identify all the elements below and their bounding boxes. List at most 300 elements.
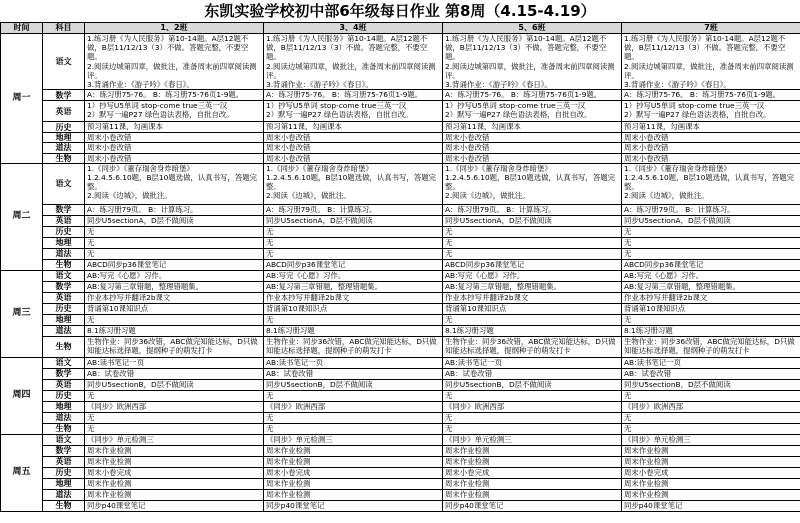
subject-cell: 道法 [43, 489, 85, 500]
table-body [1, 34, 800, 512]
homework-line: 同步U5sectionA，D层不做阅读 [266, 215, 373, 225]
table-row [1, 325, 800, 336]
homework-line: 1.《同步》《董存瑞舍身炸暗堡》 [445, 163, 552, 173]
homework-line: 周末小卷改错 [266, 143, 311, 153]
homework-line: AB：试卷改错 [87, 368, 135, 378]
homework-cell [264, 90, 443, 101]
table-row [1, 445, 800, 456]
homework-line: 周末小卷改错 [266, 133, 311, 143]
homework-cell [443, 270, 622, 281]
homework-cell [264, 456, 443, 467]
homework-line: 1.2.4.5.6.10题，B层10题选做，认真书写，答题完整。 [87, 173, 257, 192]
homework-cell [443, 456, 622, 467]
homework-cell [443, 259, 622, 270]
homework-cell [622, 153, 800, 163]
homework-cell [85, 215, 264, 226]
subject-cell: 数学 [43, 445, 85, 456]
homework-line: 1.练习册《为人民服务》第10-14题。A层12题不做，B层11/12/13（3）不做。答题完整，不要空题。 [266, 34, 428, 62]
homework-line: 3.背诵作业：《游子吟》《春日》。 [624, 80, 731, 90]
homework-line: 周末作业检测 [266, 445, 311, 455]
homework-line: 1.练习册《为人民服务》第10-14题。A层12题不做，B层11/12/13（3）不做。答题完整，不要空题。 [624, 34, 786, 62]
homework-line: 2.阅读《边城》，做批注。 [624, 191, 709, 201]
homework-cell [622, 270, 800, 281]
homework-cell [622, 390, 800, 401]
table-row [1, 379, 800, 390]
homework-cell [85, 270, 264, 281]
header-cell: 科目 [43, 23, 85, 34]
table-row [1, 401, 800, 412]
homework-cell [443, 336, 622, 357]
homework-line: ABCD同步p36课堂笔记 [624, 259, 704, 269]
homework-cell [264, 325, 443, 336]
homework-cell [85, 500, 264, 511]
table-row [1, 101, 800, 122]
homework-line: 周末小卷完成 [87, 467, 132, 477]
homework-line: 1）抄写U5单词 stop-come true三英一汉 [624, 101, 765, 111]
homework-cell [264, 489, 443, 500]
homework-line: 1.《同步》《董存瑞舍身炸暗堡》 [266, 163, 373, 173]
homework-cell [443, 122, 622, 133]
homework-line: 周末小卷完成 [445, 467, 490, 477]
homework-cell [443, 434, 622, 445]
homework-cell [264, 467, 443, 478]
homework-line: A：练习册75-76。 B：练习册75-76页1-9题。 [445, 90, 602, 100]
homework-line: 《同步》单元检测三 [445, 434, 512, 444]
homework-line: 2.阅读边城第四章，做批注，准备周末前四章阅读测评。 [445, 61, 615, 80]
homework-line: 无 [87, 248, 95, 258]
homework-line: A：练习册75-76。 B：练习册75-76页1-9题。 [266, 90, 423, 100]
homework-cell [622, 122, 800, 133]
homework-cell [85, 423, 264, 434]
homework-line: 预习第11课，勾画课本 [624, 122, 700, 132]
table-row [1, 259, 800, 270]
homework-line: 周末小卷改错 [624, 153, 669, 163]
homework-cell [622, 101, 800, 122]
homework-cell [443, 379, 622, 390]
homework-line: 周末小卷改错 [266, 153, 311, 163]
homework-line: 周末小卷改错 [624, 143, 669, 153]
homework-cell [264, 390, 443, 401]
table-row [1, 303, 800, 314]
header-cell: 3、4班 [264, 23, 443, 34]
homework-line: 无 [87, 314, 95, 324]
homework-line: AB:读书笔记一页 [87, 357, 144, 367]
subject-cell: 英语 [43, 456, 85, 467]
homework-cell [85, 379, 264, 390]
homework-line: 同步U5sectionA，D层不做阅读 [624, 215, 731, 225]
homework-line: 8.1练习册习题 [87, 325, 136, 335]
homework-cell [85, 122, 264, 133]
subject-cell: 数学 [43, 204, 85, 215]
homework-line: 无 [624, 237, 632, 247]
homework-line: 无 [445, 423, 453, 433]
homework-line: 无 [266, 226, 274, 236]
homework-cell [443, 215, 622, 226]
homework-line: 生物作业：同步36改错，ABC做完知能达标，D只做知能达标选择题，提纲种子的萌发打卡 [445, 336, 616, 356]
header-cell: 1、2班 [85, 23, 264, 34]
homework-line: AB:复习第三章错题，整理错题集。 [445, 281, 562, 291]
homework-cell [622, 303, 800, 314]
header-row [1, 23, 800, 34]
homework-cell [264, 478, 443, 489]
homework-line: 《同步》欧洲西部 [87, 401, 147, 411]
homework-cell [443, 163, 622, 204]
homework-line: 1.《同步》《董存瑞舍身炸暗堡》 [624, 163, 731, 173]
homework-line: AB:复习第三章错题，整理错题集。 [87, 281, 204, 291]
subject-cell: 语文 [43, 163, 85, 204]
homework-cell [85, 357, 264, 368]
homework-line: 同步U5sectionA，D层不做阅读 [87, 215, 194, 225]
subject-cell: 数学 [43, 281, 85, 292]
table-row [1, 357, 800, 368]
homework-cell [264, 314, 443, 325]
homework-line: A：练习册79页。 B：计算练习。 [445, 204, 556, 214]
homework-cell [264, 368, 443, 379]
homework-cell [264, 34, 443, 90]
homework-cell [622, 292, 800, 303]
homework-line: 8.1练习册习题 [624, 325, 673, 335]
homework-line: 同步U5sectionB，D层不做阅读 [624, 379, 731, 389]
homework-line: 生物作业：同步36改错，ABC做完知能达标，D只做知能达标选择题，提纲种子的萌发打卡 [87, 336, 258, 356]
table-row [1, 215, 800, 226]
homework-line: 无 [445, 390, 453, 400]
homework-line: 《同步》欧洲西部 [266, 401, 326, 411]
day-cell: 周一 [1, 34, 43, 164]
homework-line: 无 [87, 390, 95, 400]
homework-cell [264, 153, 443, 163]
header-cell: 7班 [622, 23, 800, 34]
homework-cell [443, 101, 622, 122]
homework-cell [622, 325, 800, 336]
homework-cell [85, 101, 264, 122]
homework-line: 周末作业检测 [445, 456, 490, 466]
subject-cell: 地理 [43, 237, 85, 248]
homework-cell [85, 445, 264, 456]
homework-line: ABCD同步p36课堂笔记 [87, 259, 167, 269]
homework-line: 背诵第10课知识点 [445, 303, 507, 313]
homework-line: 周末作业检测 [624, 456, 669, 466]
subject-cell: 语文 [43, 270, 85, 281]
subject-cell: 地理 [43, 314, 85, 325]
table-row [1, 500, 800, 511]
homework-line: AB:复习第三章错题，整理错题集。 [624, 281, 741, 291]
subject-cell: 生物 [43, 259, 85, 270]
homework-line: 预习第11课，勾画课本 [445, 122, 521, 132]
day-cell: 周二 [1, 163, 43, 270]
homework-line: 周末作业检测 [87, 456, 132, 466]
homework-cell [85, 259, 264, 270]
table-row [1, 248, 800, 259]
homework-cell [622, 478, 800, 489]
homework-line: 作业本抄写并翻译2b课文 [266, 292, 350, 302]
table-row [1, 281, 800, 292]
homework-line: 1.练习册《为人民服务》第10-14题。A层12题不做，B层11/12/13（3）不做。答题完整，不要空题。 [87, 34, 249, 62]
header-cell: 5、6班 [443, 23, 622, 34]
homework-line: 2.阅读《边城》，做批注。 [445, 191, 530, 201]
homework-line: 周末作业检测 [624, 478, 669, 488]
subject-cell: 历史 [43, 303, 85, 314]
homework-cell [443, 281, 622, 292]
homework-cell [264, 303, 443, 314]
table-row [1, 314, 800, 325]
homework-line: 8.1练习册习题 [445, 325, 494, 335]
subject-cell: 历史 [43, 226, 85, 237]
homework-cell [264, 133, 443, 143]
subject-cell: 生物 [43, 423, 85, 434]
homework-cell [443, 445, 622, 456]
homework-line: AB:读书笔记一页 [266, 357, 323, 367]
subject-cell: 英语 [43, 101, 85, 122]
homework-line: 同步U5sectionA，D层不做阅读 [445, 215, 552, 225]
homework-cell [85, 434, 264, 445]
homework-cell [264, 204, 443, 215]
homework-cell [622, 90, 800, 101]
homework-cell [443, 153, 622, 163]
table-row [1, 423, 800, 434]
homework-line: 《同步》欧洲西部 [445, 401, 505, 411]
homework-line: 无 [624, 314, 632, 324]
homework-line: 无 [266, 423, 274, 433]
homework-cell [264, 237, 443, 248]
homework-cell [264, 434, 443, 445]
homework-line: AB：试卷改错 [624, 368, 672, 378]
homework-cell [85, 456, 264, 467]
subject-cell: 历史 [43, 390, 85, 401]
homework-cell [264, 101, 443, 122]
homework-line: A：练习册79页。 B：计算练习。 [624, 204, 735, 214]
homework-line: AB:写完《心愿》习作。 [266, 270, 346, 280]
homework-line: ABCD同步p36课堂笔记 [445, 259, 525, 269]
homework-line: 《同步》单元检测三 [624, 434, 691, 444]
homework-cell [443, 489, 622, 500]
homework-line: AB:写完《心愿》习作。 [445, 270, 525, 280]
homework-line: 预习第11课，勾画课本 [266, 122, 342, 132]
homework-cell [622, 163, 800, 204]
homework-cell [622, 215, 800, 226]
homework-line: 3.背诵作业：《游子吟》《春日》。 [445, 80, 552, 90]
subject-cell: 道法 [43, 143, 85, 153]
subject-cell: 语文 [43, 357, 85, 368]
homework-cell [264, 226, 443, 237]
homework-cell [264, 163, 443, 204]
homework-line: 无 [445, 226, 453, 236]
table-row [1, 489, 800, 500]
homework-cell [443, 500, 622, 511]
homework-line: 周末小卷改错 [445, 133, 490, 143]
homework-cell [443, 314, 622, 325]
homework-cell [443, 237, 622, 248]
homework-cell [85, 34, 264, 90]
homework-cell [443, 478, 622, 489]
homework-line: 2.阅读《边城》，做批注。 [87, 191, 172, 201]
homework-line: 无 [266, 237, 274, 247]
homework-line: AB：试卷改错 [266, 368, 314, 378]
homework-line: 无 [445, 314, 453, 324]
homework-cell [443, 390, 622, 401]
homework-line: 周末作业检测 [266, 489, 311, 499]
homework-line: A：练习册79页。 B：计算练习。 [87, 204, 198, 214]
homework-cell [443, 412, 622, 423]
table-row [1, 122, 800, 133]
homework-cell [622, 237, 800, 248]
day-cell: 周四 [1, 357, 43, 434]
homework-line: 1.2.4.5.6.10题，B层10题选做，认真书写，答题完整。 [445, 173, 615, 192]
table-row [1, 336, 800, 357]
homework-cell [443, 248, 622, 259]
homework-line: 作业本抄写并翻译2b课文 [445, 292, 529, 302]
homework-line: 2.阅读边城第四章，做批注，准备周末前四章阅读测评。 [87, 61, 257, 80]
subject-cell: 地理 [43, 133, 85, 143]
homework-line: 背诵第10课知识点 [266, 303, 328, 313]
homework-line: 3.背诵作业：《游子吟》《春日》。 [87, 80, 194, 90]
table-row [1, 478, 800, 489]
homework-line: 无 [266, 390, 274, 400]
table-row [1, 204, 800, 215]
homework-line: 周末作业检测 [266, 478, 311, 488]
homework-cell [85, 248, 264, 259]
homework-line: 背诵第10课知识点 [87, 303, 149, 313]
homework-cell [622, 379, 800, 390]
homework-cell [85, 163, 264, 204]
homework-line: 2）默写一遍P27 绿色语法表格，自批自改。 [266, 110, 413, 120]
homework-line: 无 [445, 412, 453, 422]
homework-cell [85, 226, 264, 237]
homework-cell [264, 215, 443, 226]
table-row [1, 270, 800, 281]
homework-line: 无 [87, 237, 95, 247]
homework-cell [85, 368, 264, 379]
homework-line: 周末作业检测 [266, 456, 311, 466]
table-row [1, 34, 800, 90]
homework-cell [622, 133, 800, 143]
homework-cell [85, 489, 264, 500]
homework-line: 2.阅读边城第四章，做批注，准备周末前四章阅读测评。 [624, 61, 794, 80]
homework-cell [443, 467, 622, 478]
subject-cell: 数学 [43, 368, 85, 379]
table-row [1, 163, 800, 204]
homework-line: 生物作业：同步36改错，ABC做完知能达标，D只做知能达标选择题，提纲种子的萌发打卡 [624, 336, 795, 356]
homework-cell [622, 423, 800, 434]
homework-line: 无 [445, 237, 453, 247]
table-row [1, 434, 800, 445]
homework-cell [622, 445, 800, 456]
homework-cell [622, 226, 800, 237]
homework-line: 1.2.4.5.6.10题，B层10题选做，认真书写，答题完整。 [266, 173, 436, 192]
homework-cell [622, 456, 800, 467]
homework-cell [264, 401, 443, 412]
page-title: 东凯实验学校初中部6年级每日作业 第8周（4.15-4.19） [204, 2, 596, 20]
homework-line: 同步U5sectionB，D层不做阅读 [266, 379, 373, 389]
homework-line: 3.背诵作业：《游子吟》《春日》。 [266, 80, 373, 90]
homework-cell [85, 314, 264, 325]
homework-line: 无 [624, 412, 632, 422]
homework-cell [443, 357, 622, 368]
homework-line: AB:复习第三章错题，整理错题集。 [266, 281, 383, 291]
homework-line: 周末作业检测 [445, 489, 490, 499]
homework-cell [622, 259, 800, 270]
homework-cell [85, 412, 264, 423]
homework-cell [622, 467, 800, 478]
homework-cell [443, 133, 622, 143]
homework-cell [443, 325, 622, 336]
homework-cell [622, 412, 800, 423]
homework-cell [85, 401, 264, 412]
homework-line: 无 [624, 248, 632, 258]
homework-cell [264, 357, 443, 368]
homework-line: A：练习册79页。 B：计算练习。 [266, 204, 377, 214]
homework-cell [443, 34, 622, 90]
homework-line: 2）默写一遍P27 绿色语法表格，自批自改。 [624, 110, 771, 120]
homework-line: 周末小卷改错 [445, 153, 490, 163]
homework-cell [264, 379, 443, 390]
homework-line: ABCD同步p36课堂笔记 [266, 259, 346, 269]
homework-cell [622, 434, 800, 445]
subject-cell: 语文 [43, 34, 85, 90]
homework-cell [443, 90, 622, 101]
table-row [1, 226, 800, 237]
homework-cell [85, 204, 264, 215]
homework-line: 同步p40课堂笔记 [87, 500, 146, 510]
homework-cell [85, 281, 264, 292]
subject-cell: 数学 [43, 90, 85, 101]
homework-line: 周末小卷改错 [87, 133, 132, 143]
subject-cell: 英语 [43, 215, 85, 226]
homework-line: 背诵第10课知识点 [624, 303, 686, 313]
homework-cell [85, 325, 264, 336]
homework-line: 2.阅读边城第四章，做批注，准备周末前四章阅读测评。 [266, 61, 436, 80]
subject-cell: 历史 [43, 122, 85, 133]
homework-cell [264, 292, 443, 303]
subject-cell: 英语 [43, 292, 85, 303]
table-row [1, 390, 800, 401]
homework-cell [622, 281, 800, 292]
homework-cell [443, 292, 622, 303]
homework-line: 1.2.4.5.6.10题，B层10题选做，认真书写，答题完整。 [624, 173, 794, 192]
homework-cell [443, 368, 622, 379]
table-row [1, 292, 800, 303]
homework-line: AB：试卷改错 [445, 368, 493, 378]
subject-cell: 道法 [43, 325, 85, 336]
homework-line: 周末作业检测 [87, 489, 132, 499]
day-cell: 周三 [1, 270, 43, 357]
homework-line: 周末作业检测 [445, 478, 490, 488]
homework-cell [85, 143, 264, 153]
homework-line: 《同步》欧洲西部 [624, 401, 684, 411]
homework-cell [85, 336, 264, 357]
homework-cell [264, 248, 443, 259]
homework-cell [622, 34, 800, 90]
homework-cell [443, 143, 622, 153]
homework-cell [443, 226, 622, 237]
homework-cell [85, 237, 264, 248]
homework-cell [85, 292, 264, 303]
homework-line: AB:写完《心愿》习作。 [87, 270, 167, 280]
homework-line: 周末小卷完成 [624, 467, 669, 477]
homework-line: 周末小卷改错 [87, 153, 132, 163]
homework-line: 无 [445, 248, 453, 258]
homework-line: 同步p40课堂笔记 [624, 500, 683, 510]
homework-line: 无 [87, 423, 95, 433]
homework-line: 无 [87, 226, 95, 236]
homework-line: 同步p40课堂笔记 [266, 500, 325, 510]
homework-line: 作业本抄写并翻译2b课文 [87, 292, 171, 302]
homework-line: 1.《同步》《董存瑞舍身炸暗堡》 [87, 163, 194, 173]
homework-cell [622, 489, 800, 500]
homework-line: 《同步》单元检测三 [266, 434, 333, 444]
homework-line: 1）抄写U5单词 stop-come true三英一汉 [87, 101, 228, 111]
homework-line: 1）抄写U5单词 stop-come true三英一汉 [266, 101, 407, 111]
table-row [1, 368, 800, 379]
